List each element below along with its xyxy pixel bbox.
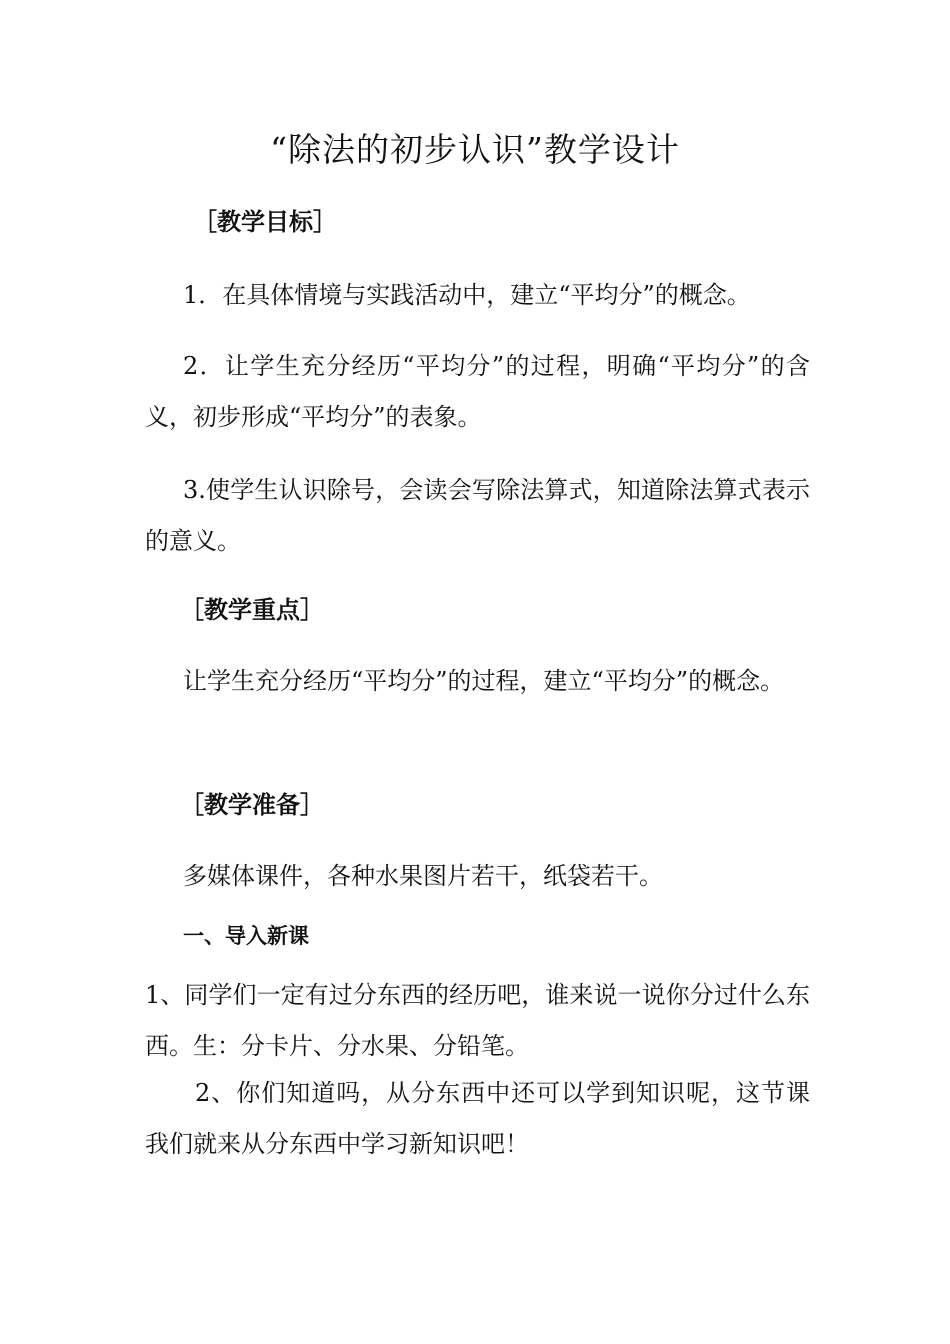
section-heading-preparation: ［教学准备］ [180,790,324,819]
goal-item-1: 1．在具体情境与实践活动中，建立“平均分”的概念。 [183,281,751,309]
goal-item-2: 2．让学生充分经历“平均分”的过程，明确“平均分”的含义，初步形成“平均分”的表象。 [145,352,810,431]
preparation-text: 多媒体课件，各种水果图片若干，纸袋若干。 [183,862,663,890]
section-heading-goals: ［教学目标］ [193,207,337,236]
intro-item-2: 2、你们知道吗，从分东西中还可以学到知识呢，这节课我们就来从分东西中学习新知识吧！ [145,1079,810,1158]
key-points-text: 让学生充分经历“平均分”的过程，建立“平均分”的概念。 [183,667,785,695]
intro-item-1: 1、同学们一定有过分东西的经历吧，谁来说一说你分过什么东西。生：分卡片、分水果、分铅笔。 [145,981,810,1060]
section-heading-intro: 一、导入新课 [183,923,309,948]
goal-item-3: 3.使学生认识除号，会读会写除法算式，知道除法算式表示的意义。 [145,476,810,555]
document-title: “除法的初步认识”教学设计 [270,130,680,169]
section-heading-key-points: ［教学重点］ [180,595,324,624]
